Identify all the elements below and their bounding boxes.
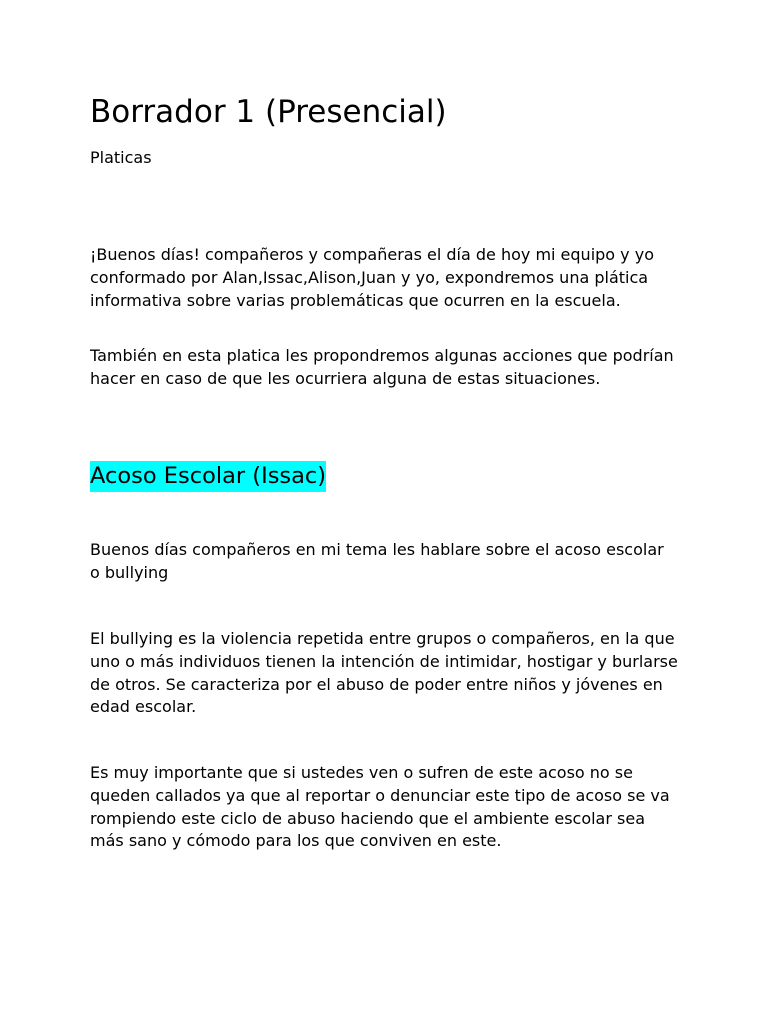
intro-paragraph: También en esta platica les propondremos algunas acciones que podrían hacer en caso de que les ocurriera alguna de estas situaciones. (90, 346, 674, 388)
section-paragraph: El bullying es la violencia repetida entre grupos o compañeros, en la que uno o más individuos tienen la intención de intimidar, hostigar y burlarse de otros. Se caracteriza por el abuso de poder entre niños y jóvenes en edad escolar. (90, 629, 678, 717)
intro-paragraph: ¡Buenos días! compañeros y compañeras el día de hoy mi equipo y yo conformado por Alan,Issac,Alison,Juan y yo, expondremos una plática informativa sobre varias problemáticas que ocurren en la escuela. (90, 245, 654, 310)
section-paragraph: Es muy importante que si ustedes ven o sufren de este acoso no se queden callados ya que al reportar o denunciar este tipo de acoso se va rompiendo este ciclo de abuso haciendo que el ambiente escolar sea más sano y cómodo para los que conviven en este. (90, 763, 670, 851)
section-paragraph: Buenos días compañeros en mi tema les hablare sobre el acoso escolar o bullying (90, 540, 664, 582)
document-subtitle: Platicas (90, 148, 152, 167)
section-heading: Acoso Escolar (Issac) (90, 461, 326, 492)
document-title: Borrador 1 (Presencial) (90, 94, 447, 130)
